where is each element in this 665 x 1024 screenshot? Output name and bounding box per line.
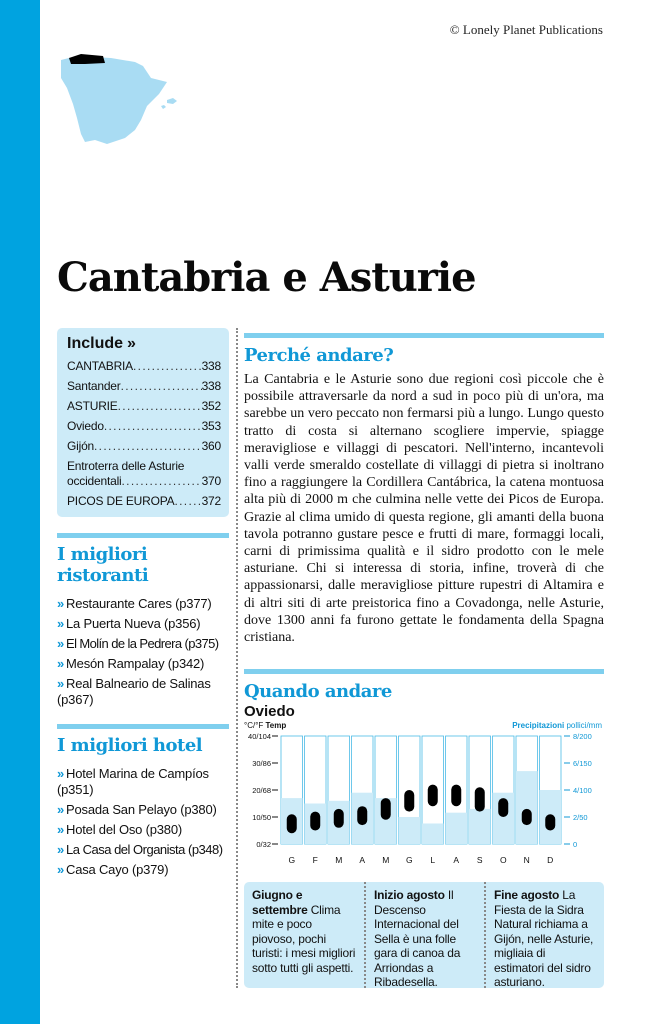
temp-range-mark <box>522 809 532 825</box>
temp-range-mark <box>428 785 438 807</box>
list-item-text: Hotel Marina de Campíos (p351) <box>57 766 209 797</box>
temp-range-mark <box>475 787 485 811</box>
leader-dots <box>104 419 202 434</box>
copyright: © Lonely Planet Publications <box>449 22 603 37</box>
include-item-label: Gijón <box>67 439 95 453</box>
temp-range-mark <box>310 812 320 831</box>
precip-bar <box>446 813 468 844</box>
include-item-santander[interactable] <box>67 379 221 394</box>
include-item-page: 338 <box>201 379 221 393</box>
tip-box-late-august <box>484 882 604 988</box>
list-item[interactable] <box>57 802 229 818</box>
column-divider <box>236 328 238 988</box>
include-item-page: 370 <box>201 474 221 488</box>
section-rule <box>244 669 604 674</box>
bullet-chevron-icon: » <box>57 766 65 781</box>
include-item-label: Santander <box>67 379 121 393</box>
right-tick-label: 2/50 <box>573 813 588 822</box>
tip-text: La Fiesta de la Sidra Natural richiama a Gijón, nelle Asturie, migliaia di estimatori del sidro asturiano. <box>494 888 594 989</box>
list-item[interactable] <box>57 862 229 878</box>
bullet-chevron-icon: » <box>57 596 65 611</box>
left-tick-label: 30/86 <box>252 759 271 768</box>
include-box <box>57 328 229 517</box>
tip-text: Clima mite e poco piovoso, pochi turisti: i mesi migliori sotto tutti gli aspetti. <box>252 902 356 975</box>
left-axis-label: °C/°F Temp <box>244 722 287 730</box>
list-item-text: Posada San Pelayo (p380) <box>66 802 217 817</box>
list-item[interactable] <box>57 596 229 612</box>
section-rule <box>57 533 229 538</box>
section-rule <box>57 724 229 729</box>
bullet-chevron-icon: » <box>57 822 65 837</box>
right-tick-label: 8/200 <box>573 732 592 741</box>
leader-dots <box>133 359 202 374</box>
right-axis-unit: pollici/mm <box>566 722 602 730</box>
include-item-oviedo[interactable] <box>67 419 221 434</box>
temp-range-mark <box>498 798 508 817</box>
bullet-chevron-icon: » <box>57 862 65 877</box>
month-tick-label: M <box>335 855 343 865</box>
when-heading: Quando andare <box>244 681 392 702</box>
left-axis-title: Temp <box>265 722 287 730</box>
right-tick-label: 0 <box>573 840 578 849</box>
leader-dots <box>121 379 202 394</box>
right-tick-label: 4/100 <box>573 786 592 795</box>
why-body-text: La Cantabria e le Asturie sono due regioni così piccole che è possibile attraversarle da nord a sud in poco più di un'ora, ma sarebbe un vero peccato non fermarsi più a lungo. Lungo questo tratto di costa si alternano scogliere impervie, spiagge meravigliose e villaggi di pescatori. Nell'interno, incantevoli valli verde smeraldo costellate di villaggi di pietra si inoltrano fino a raggiungere la Cordillera Cantábrica, la catena montuosa alta più di 2000 m che culmina nelle vette dei Picos de Europa. Grazie al clima umido di questa regione, gli amanti della buona tavola potranno gustare pesce e frutti di mare, formaggi locali, carni di primissima qualità e il sidro prodotto con le mele asturiane. Chi si interessa di storia, infine, troverà di che appassionarsi, dalle meravigliose pitture rupestri di Altamira e di altri siti di arte preistorica fino a Covadonga, nelle Asturie, dove 1300 anni fa furono gettate le fondamenta della Spagna cristiana. <box>244 372 604 646</box>
right-axis-title: Precipitazioni <box>512 722 567 730</box>
list-item-text: La Puerta Nueva (p356) <box>66 616 201 631</box>
bullet-chevron-icon: » <box>57 616 65 631</box>
include-item-label: ASTURIE <box>67 399 118 413</box>
include-item-entroterra[interactable] <box>67 459 221 489</box>
precip-bar <box>516 771 538 844</box>
page-title: Cantabria e Asturie <box>57 254 476 301</box>
month-tick-label: S <box>476 855 483 865</box>
temp-range-mark <box>334 809 344 828</box>
include-item-page: 352 <box>201 399 221 413</box>
list-item-text: Mesón Rampalay (p342) <box>66 656 205 671</box>
why-section <box>244 333 604 646</box>
restaurants-heading: I migliori ristoranti <box>57 544 149 586</box>
include-item-label: CANTABRIA <box>67 359 133 373</box>
left-tick-label: 0/32 <box>256 840 271 849</box>
bullet-chevron-icon: » <box>57 802 65 817</box>
month-tick-label: L <box>430 855 436 865</box>
month-tick-label: G <box>405 855 413 865</box>
right-axis-label <box>512 722 602 730</box>
tip-title: Inizio agosto <box>374 888 445 902</box>
month-tick-label: D <box>547 855 554 865</box>
bullet-chevron-icon: » <box>57 656 65 671</box>
region-highlight <box>69 54 105 64</box>
section-rule <box>244 333 604 338</box>
include-item-page: 360 <box>201 439 221 453</box>
include-item-gijon[interactable] <box>67 439 221 454</box>
restaurants-list <box>57 596 229 708</box>
tips-boxes <box>244 882 604 988</box>
chevron-icon: » <box>127 335 136 352</box>
tip-box-june-september <box>244 882 364 988</box>
when-section <box>244 669 604 872</box>
temp-range-mark <box>357 806 367 825</box>
list-item-text: La Casa del Organista (p348) <box>66 842 223 857</box>
precip-bar <box>469 809 491 844</box>
list-item[interactable] <box>57 766 229 798</box>
leader-dots <box>174 494 201 509</box>
temp-range-mark <box>545 814 555 830</box>
month-tick-label: O <box>499 855 507 865</box>
spain-locator-map <box>55 48 185 158</box>
include-item-page: 353 <box>201 419 221 433</box>
list-item[interactable] <box>57 656 229 672</box>
list-item[interactable] <box>57 616 229 632</box>
temp-range-mark <box>287 814 297 833</box>
hotels-list <box>57 766 229 878</box>
why-heading: Perché andare? <box>244 345 394 366</box>
include-item-page: 338 <box>201 359 221 373</box>
include-item-label: PICOS DE EUROPA <box>67 494 175 508</box>
list-item-text: Real Balneario de Salinas (p367) <box>57 676 211 707</box>
chart-city-title: Oviedo <box>244 703 295 720</box>
temp-range-mark <box>404 790 414 812</box>
include-item-label-line2: occidentali <box>67 474 122 488</box>
balearic-islands <box>161 98 177 109</box>
list-item[interactable] <box>57 636 229 652</box>
tip-title: Fine agosto <box>494 888 560 902</box>
include-item-label: Entroterra delle Asturie <box>67 459 185 473</box>
edge-color-bar <box>0 0 40 1024</box>
climate-chart <box>244 722 604 872</box>
include-item-page: 372 <box>201 494 221 508</box>
include-item-asturie[interactable] <box>67 399 221 414</box>
precip-bar <box>422 823 444 844</box>
bullet-chevron-icon: » <box>57 636 65 651</box>
list-item-text: Restaurante Cares (p377) <box>66 596 212 611</box>
month-tick-label: M <box>382 855 390 865</box>
include-heading <box>67 335 221 353</box>
leader-dots <box>118 399 202 414</box>
month-tick-label: N <box>523 855 530 865</box>
hotels-heading: I migliori hotel <box>57 735 203 756</box>
list-item-text: Casa Cayo (p379) <box>66 862 169 877</box>
spain-map-shape <box>61 56 167 144</box>
climate-chart-svg <box>244 722 604 872</box>
include-heading-text: Include <box>67 335 124 352</box>
month-tick-label: A <box>453 855 460 865</box>
right-tick-label: 6/150 <box>573 759 592 768</box>
left-tick-label: 20/68 <box>252 786 271 795</box>
list-item[interactable] <box>57 822 229 838</box>
list-item-text: Hotel del Oso (p380) <box>66 822 182 837</box>
leader-dots <box>94 439 202 454</box>
leader-dots <box>122 474 202 489</box>
list-item-text: El Molín de la Pedrera (p375) <box>66 636 219 651</box>
month-tick-label: G <box>288 855 296 865</box>
temp-range-mark <box>451 785 461 807</box>
include-item-cantabria[interactable] <box>67 359 221 374</box>
left-tick-label: 40/104 <box>248 732 271 741</box>
include-item-picos[interactable] <box>67 494 221 509</box>
month-tick-label: A <box>359 855 366 865</box>
list-item[interactable] <box>57 676 229 708</box>
left-column <box>57 328 229 882</box>
tip-title: Giugno e settembre <box>252 888 308 917</box>
precip-bar <box>399 817 421 844</box>
list-item[interactable] <box>57 842 229 858</box>
tip-box-early-august <box>364 882 484 988</box>
bullet-chevron-icon: » <box>57 676 65 691</box>
include-item-label: Oviedo <box>67 419 104 433</box>
bullet-chevron-icon: » <box>57 842 65 857</box>
left-tick-label: 10/50 <box>252 813 271 822</box>
tip-text: Il Descenso Internacional del Sella è una folle gara di canoa da Arriondas a Ribadesella. <box>374 888 461 989</box>
temp-range-mark <box>381 798 391 820</box>
month-tick-label: F <box>312 855 318 865</box>
